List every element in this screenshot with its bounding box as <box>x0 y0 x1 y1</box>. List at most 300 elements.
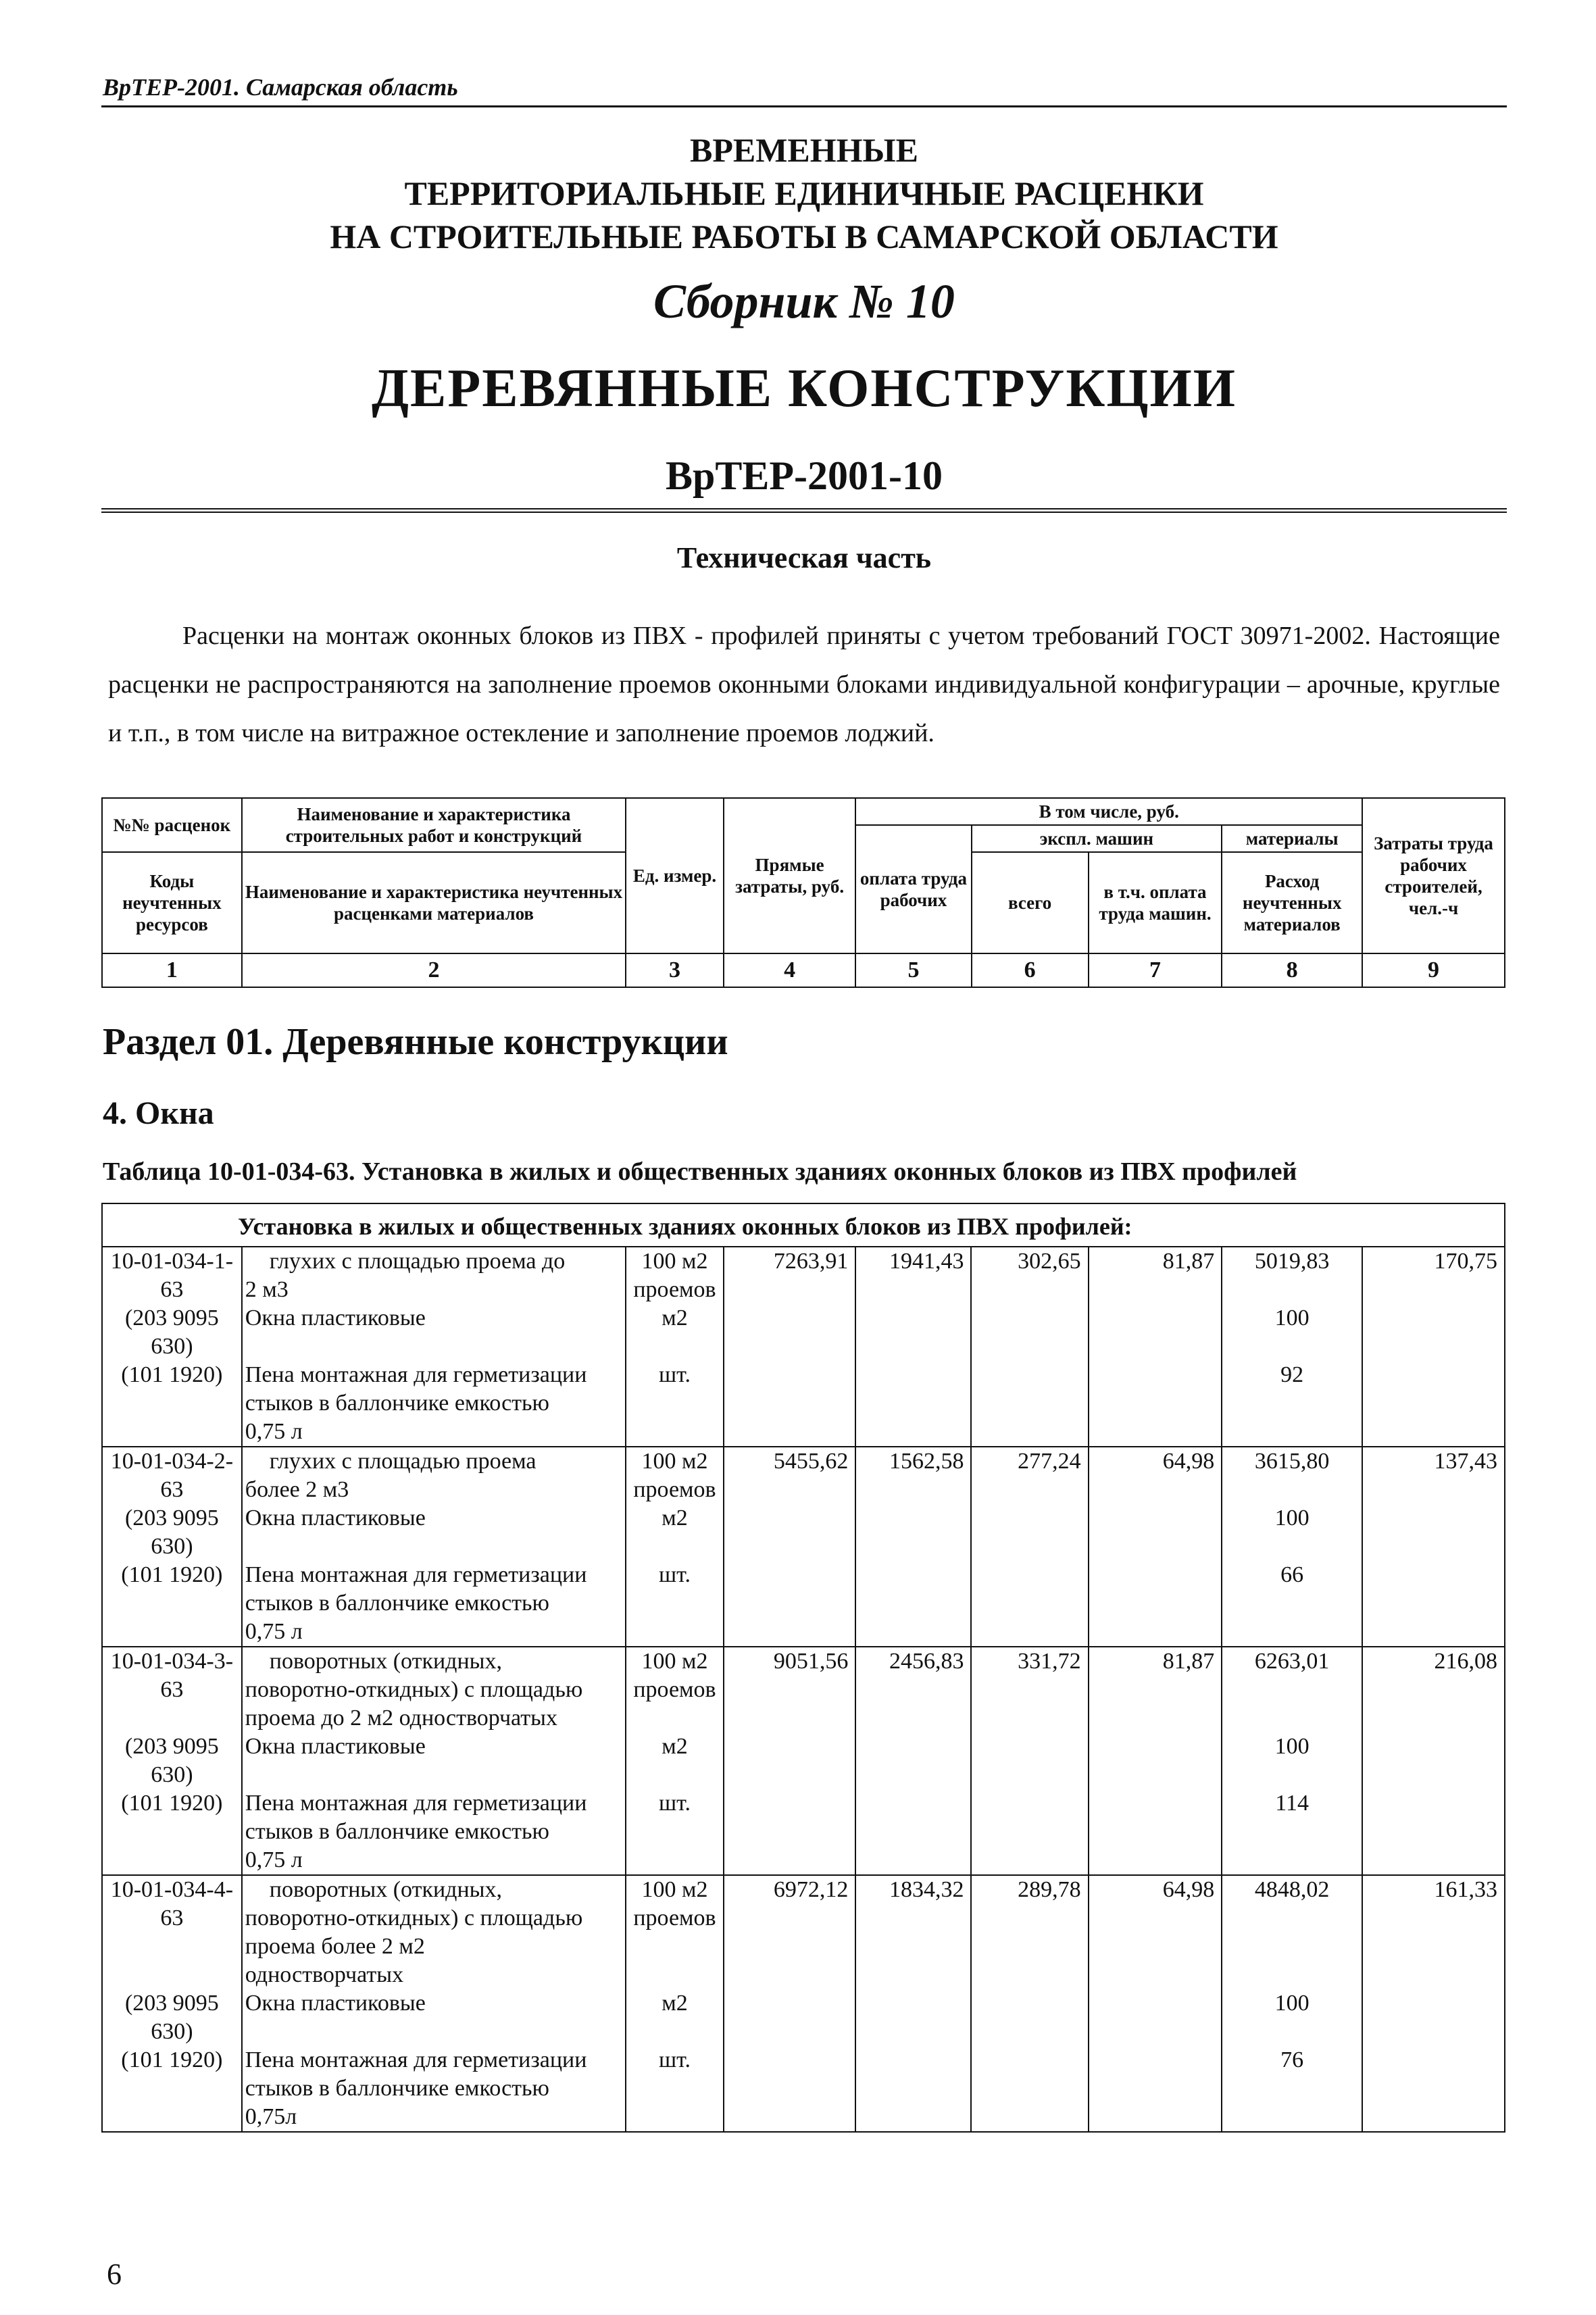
machines-labor: 64,98 <box>1089 1447 1222 1476</box>
empty-cell <box>971 1361 1088 1389</box>
empty-cell <box>1089 1333 1222 1361</box>
empty-cell <box>626 1333 724 1361</box>
empty-cell <box>855 1333 971 1361</box>
rates-table <box>101 1203 1505 2133</box>
empty-cell <box>1222 2103 1362 2132</box>
rate-unit: 100 м2 <box>626 1447 724 1476</box>
labor-hours: 216,08 <box>1362 1647 1505 1676</box>
empty-cell <box>1362 1361 1505 1389</box>
title-line-1: ВРЕМЕННЫЕ <box>689 131 918 169</box>
resource-name-line: стыков в баллончике емкостью <box>242 1818 626 1846</box>
empty-cell <box>971 1561 1088 1589</box>
empty-cell <box>102 2103 242 2132</box>
resource-name-line: стыков в баллончике емкостью <box>242 2074 626 2103</box>
empty-cell <box>1362 1618 1505 1647</box>
empty-cell <box>1089 1361 1222 1389</box>
resource-unit: м2 <box>626 1304 724 1333</box>
empty-cell <box>1089 1618 1222 1647</box>
col-group-including: В том числе, руб. <box>855 798 1362 825</box>
empty-cell <box>1362 1933 1505 1961</box>
resource-name: Пена монтажная для герметизации <box>242 1789 626 1818</box>
empty-cell <box>102 1589 242 1618</box>
resource-name: Окна пластиковые <box>242 1989 626 2018</box>
empty-cell <box>971 1476 1088 1504</box>
empty-cell <box>1362 2018 1505 2046</box>
empty-cell <box>855 1361 971 1389</box>
empty-cell <box>724 1761 856 1789</box>
table-row <box>102 1533 1505 1561</box>
empty-cell <box>1362 1676 1505 1704</box>
empty-cell <box>1362 1504 1505 1533</box>
col-direct-costs: Прямые затраты, руб. <box>724 798 856 953</box>
empty-cell <box>971 1618 1088 1647</box>
empty-cell <box>1222 1418 1362 1447</box>
empty-cell <box>855 1618 971 1647</box>
empty-cell <box>1362 1589 1505 1618</box>
empty-cell <box>724 1676 856 1704</box>
empty-cell <box>1222 1333 1362 1361</box>
empty-cell <box>855 1961 971 1989</box>
table-row <box>102 1733 1505 1761</box>
empty-cell <box>1089 1676 1222 1704</box>
resource-quantity: 100 <box>1222 1989 1362 2018</box>
empty-cell <box>971 2018 1088 2046</box>
empty-cell <box>1222 1818 1362 1846</box>
empty-cell <box>724 2103 856 2132</box>
rate-unit-line: проемов <box>626 1676 724 1704</box>
empty-cell <box>855 1561 971 1589</box>
empty-cell <box>971 2046 1088 2074</box>
rate-name: глухих с площадью проема до <box>242 1247 626 1276</box>
section-title: Раздел 01. Деревянные конструкции <box>103 1021 728 1063</box>
empty-cell <box>724 1818 856 1846</box>
rate-name-line: поворотно-откидных) с площадью <box>242 1676 626 1704</box>
table-row <box>102 1276 1505 1304</box>
empty-cell <box>855 1733 971 1761</box>
empty-cell <box>626 1961 724 1989</box>
empty-cell <box>242 2018 626 2046</box>
resource-name-line: 0,75 л <box>242 1418 626 1447</box>
table-caption: Таблица 10-01-034-63. Установка в жилых и общественных зданиях оконных блоков из ПВХ профилей <box>103 1158 1297 1186</box>
empty-cell <box>855 1389 971 1418</box>
rate-code-suffix: 63 <box>102 1476 242 1504</box>
empty-cell <box>855 1761 971 1789</box>
empty-cell <box>1222 1904 1362 1933</box>
rate-code: 10-01-034-1- <box>102 1247 242 1276</box>
table-row <box>102 1418 1505 1447</box>
col-machines-group: экспл. машин <box>972 825 1222 852</box>
resource-quantity: 100 <box>1222 1733 1362 1761</box>
running-header: ВрТЕР-2001. Самарская область <box>103 74 458 101</box>
resource-name: Пена монтажная для герметизации <box>242 1361 626 1389</box>
empty-cell <box>1362 1904 1505 1933</box>
labor-hours: 170,75 <box>1362 1247 1505 1276</box>
empty-cell <box>1222 1761 1362 1789</box>
empty-cell <box>724 1989 856 2018</box>
page-number: 6 <box>107 2258 122 2291</box>
collection-number: Сборник № 10 <box>653 274 955 328</box>
empty-cell <box>1222 1618 1362 1647</box>
rate-unit-line: проемов <box>626 1904 724 1933</box>
col-work-name: Наименование и характеристика строительных работ и конструкций <box>242 798 626 852</box>
labor-pay: 1834,32 <box>855 1875 971 1904</box>
resource-code: (203 9095 <box>102 1304 242 1333</box>
empty-cell <box>724 1389 856 1418</box>
empty-cell <box>724 1733 856 1761</box>
rate-name-line: более 2 м3 <box>242 1476 626 1504</box>
table-row <box>102 1618 1505 1647</box>
empty-cell <box>724 1933 856 1961</box>
rate-unit-line: проемов <box>626 1476 724 1504</box>
empty-cell <box>1089 1818 1222 1846</box>
col-number: 5 <box>855 953 971 987</box>
table-row <box>102 1846 1505 1875</box>
empty-cell <box>971 1333 1088 1361</box>
resource-code: (101 1920) <box>102 1789 242 1818</box>
collection-name: ДЕРЕВЯННЫЕ КОНСТРУКЦИИ <box>371 359 1237 418</box>
empty-cell <box>1362 2046 1505 2074</box>
rate-unit-line: проемов <box>626 1276 724 1304</box>
empty-cell <box>1089 1561 1222 1589</box>
table-row <box>102 1504 1505 1533</box>
empty-cell <box>102 1418 242 1447</box>
empty-cell <box>855 1533 971 1561</box>
empty-cell <box>855 1676 971 1704</box>
empty-cell <box>724 1618 856 1647</box>
empty-cell <box>971 1704 1088 1733</box>
table-row <box>102 1647 1505 1676</box>
empty-cell <box>1362 1476 1505 1504</box>
empty-cell <box>724 1904 856 1933</box>
empty-cell <box>1089 1533 1222 1561</box>
resource-name-line: стыков в баллончике емкостью <box>242 1589 626 1618</box>
resource-code: (101 1920) <box>102 1561 242 1589</box>
empty-cell <box>1089 2018 1222 2046</box>
col-material-consumption: Расход неучтенных материалов <box>1222 852 1362 953</box>
rate-code-suffix: 63 <box>102 1904 242 1933</box>
table-row <box>102 1447 1505 1476</box>
empty-cell <box>855 1846 971 1875</box>
empty-cell <box>1222 1589 1362 1618</box>
empty-cell <box>626 1418 724 1447</box>
empty-cell <box>1089 1504 1222 1533</box>
empty-cell <box>855 1276 971 1304</box>
empty-cell <box>1089 1933 1222 1961</box>
empty-cell <box>724 1789 856 1818</box>
empty-cell <box>626 1704 724 1733</box>
empty-cell <box>971 1418 1088 1447</box>
resource-name: Окна пластиковые <box>242 1504 626 1533</box>
table-row <box>102 1875 1505 1904</box>
empty-cell <box>102 1933 242 1961</box>
rate-name: поворотных (откидных, <box>242 1875 626 1904</box>
col-number: 3 <box>626 953 724 987</box>
empty-cell <box>1089 1304 1222 1333</box>
empty-cell <box>855 1504 971 1533</box>
col-unit: Ед. измер. <box>626 798 724 953</box>
empty-cell <box>1222 1846 1362 1875</box>
empty-cell <box>971 2074 1088 2103</box>
empty-cell <box>626 1389 724 1418</box>
table-row <box>102 1789 1505 1818</box>
empty-cell <box>102 1618 242 1647</box>
labor-hours: 137,43 <box>1362 1447 1505 1476</box>
empty-cell <box>724 2046 856 2074</box>
col-number: 1 <box>102 953 242 987</box>
table-row <box>102 2046 1505 2074</box>
empty-cell <box>1362 1704 1505 1733</box>
empty-cell <box>971 1304 1088 1333</box>
empty-cell <box>1089 2103 1222 2132</box>
empty-cell <box>971 1904 1088 1933</box>
resource-code: (203 9095 <box>102 1733 242 1761</box>
col-material-name: Наименование и характеристика неучтенных расценками материалов <box>242 852 626 953</box>
empty-cell <box>626 1589 724 1618</box>
table-row <box>102 1561 1505 1589</box>
column-header-table <box>101 797 1505 988</box>
resource-name: Пена монтажная для герметизации <box>242 1561 626 1589</box>
resource-name: Окна пластиковые <box>242 1733 626 1761</box>
rate-name-line: проема до 2 м2 одностворчатых <box>242 1704 626 1733</box>
empty-cell <box>102 1846 242 1875</box>
table-row <box>102 1333 1505 1361</box>
empty-cell <box>855 2103 971 2132</box>
col-materials-group: материалы <box>1222 825 1362 852</box>
resource-quantity: 100 <box>1222 1304 1362 1333</box>
materials-cost: 4848,02 <box>1222 1875 1362 1904</box>
empty-cell <box>724 1418 856 1447</box>
empty-cell <box>1362 1418 1505 1447</box>
technical-part-text <box>108 612 1500 757</box>
empty-cell <box>242 1761 626 1789</box>
empty-cell <box>242 1533 626 1561</box>
table-row <box>102 1904 1505 1933</box>
resource-quantity: 114 <box>1222 1789 1362 1818</box>
resource-code: (101 1920) <box>102 1361 242 1389</box>
empty-cell <box>855 1589 971 1618</box>
table-row <box>102 1476 1505 1504</box>
empty-cell <box>1089 1761 1222 1789</box>
col-machines-labor: в т.ч. оплата труда машин. <box>1089 852 1222 953</box>
empty-cell <box>1222 1533 1362 1561</box>
rate-name-line: проема более 2 м2 <box>242 1933 626 1961</box>
empty-cell <box>724 1704 856 1733</box>
empty-cell <box>724 1276 856 1304</box>
empty-cell <box>1362 1333 1505 1361</box>
empty-cell <box>855 1789 971 1818</box>
machines-labor: 81,87 <box>1089 1247 1222 1276</box>
empty-cell <box>626 2074 724 2103</box>
empty-cell <box>102 1704 242 1733</box>
resource-unit: м2 <box>626 1504 724 1533</box>
empty-cell <box>1362 1961 1505 1989</box>
empty-cell <box>1222 1276 1362 1304</box>
rate-code: 10-01-034-4- <box>102 1875 242 1904</box>
labor-pay: 1562,58 <box>855 1447 971 1476</box>
empty-cell <box>855 2074 971 2103</box>
empty-cell <box>1222 1389 1362 1418</box>
empty-cell <box>724 1589 856 1618</box>
empty-cell <box>1089 1733 1222 1761</box>
empty-cell <box>626 1761 724 1789</box>
empty-cell <box>242 1333 626 1361</box>
empty-cell <box>1089 1704 1222 1733</box>
resource-unit: шт. <box>626 1361 724 1389</box>
labor-pay: 1941,43 <box>855 1247 971 1276</box>
empty-cell <box>971 1533 1088 1561</box>
resource-unit: шт. <box>626 1561 724 1589</box>
table-row <box>102 1676 1505 1704</box>
resource-unit: м2 <box>626 1989 724 2018</box>
machines-total: 289,78 <box>971 1875 1088 1904</box>
rate-code: 10-01-034-3- <box>102 1647 242 1676</box>
empty-cell <box>1222 1476 1362 1504</box>
col-number: 8 <box>1222 953 1362 987</box>
empty-cell <box>724 1333 856 1361</box>
title-line-3: НА СТРОИТЕЛЬНЫЕ РАБОТЫ В САМАРСКОЙ ОБЛАСТИ <box>330 218 1278 255</box>
empty-cell <box>971 1733 1088 1761</box>
empty-cell <box>1362 2103 1505 2132</box>
empty-cell <box>855 1904 971 1933</box>
empty-cell <box>971 2103 1088 2132</box>
empty-cell <box>855 1418 971 1447</box>
empty-cell <box>971 1846 1088 1875</box>
group-header: Установка в жилых и общественных зданиях оконных блоков из ПВХ профилей: <box>102 1203 1505 1247</box>
empty-cell <box>971 1961 1088 1989</box>
empty-cell <box>855 1704 971 1733</box>
empty-cell <box>1222 1704 1362 1733</box>
empty-cell <box>971 1589 1088 1618</box>
empty-cell <box>1222 1961 1362 1989</box>
empty-cell <box>1089 1989 1222 2018</box>
table-row <box>102 2103 1505 2132</box>
empty-cell <box>855 1304 971 1333</box>
empty-cell <box>1089 1589 1222 1618</box>
col-rate-numbers: №№ расценок <box>102 798 242 852</box>
empty-cell <box>724 1846 856 1875</box>
empty-cell <box>1362 1389 1505 1418</box>
empty-cell <box>626 1533 724 1561</box>
empty-cell <box>724 1304 856 1333</box>
empty-cell <box>1362 1561 1505 1589</box>
empty-cell <box>971 1276 1088 1304</box>
direct-costs: 7263,91 <box>724 1247 856 1276</box>
machines-total: 302,65 <box>971 1247 1088 1276</box>
table-row <box>102 1761 1505 1789</box>
resource-unit: шт. <box>626 2046 724 2074</box>
table-row <box>102 1989 1505 2018</box>
resource-name-line: 0,75л <box>242 2103 626 2132</box>
empty-cell <box>855 1476 971 1504</box>
empty-cell <box>724 1961 856 1989</box>
machines-total: 277,24 <box>971 1447 1088 1476</box>
empty-cell <box>855 1933 971 1961</box>
empty-cell <box>1222 2018 1362 2046</box>
resource-code: (203 9095 <box>102 1504 242 1533</box>
table-row <box>102 1589 1505 1618</box>
empty-cell <box>724 1561 856 1589</box>
col-labor-hours: Затраты труда рабочих строителей, чел.-ч <box>1362 798 1505 953</box>
technical-part-paragraph: Расценки на монтаж оконных блоков из ПВХ - профилей приняты с учетом требований ГОСТ 30971-2002. Настоящие расценки не распространяются на заполнение проемов оконными блоками индивидуальной конфигурации – арочные, круглые и т.п., в том числе на витражное остекление и заполнение проемов лоджий. <box>108 622 1500 747</box>
empty-cell <box>724 1533 856 1561</box>
empty-cell <box>724 1476 856 1504</box>
empty-cell <box>626 2103 724 2132</box>
labor-hours: 161,33 <box>1362 1875 1505 1904</box>
empty-cell <box>971 1504 1088 1533</box>
resource-code-suffix: 630) <box>102 2018 242 2046</box>
resource-name: Пена монтажная для герметизации <box>242 2046 626 2074</box>
empty-cell <box>971 1789 1088 1818</box>
empty-cell <box>1362 1533 1505 1561</box>
col-resource-codes: Коды неучтенных ресурсов <box>102 852 242 953</box>
resource-code: (203 9095 <box>102 1989 242 2018</box>
table-row <box>102 1304 1505 1333</box>
empty-cell <box>1222 1676 1362 1704</box>
rate-name-line: 2 м3 <box>242 1276 626 1304</box>
title-line-2: ТЕРРИТОРИАЛЬНЫЕ ЕДИНИЧНЫЕ РАСЦЕНКИ <box>404 174 1204 212</box>
col-labor-pay: оплата труда рабочих <box>855 825 971 953</box>
materials-cost: 6263,01 <box>1222 1647 1362 1676</box>
empty-cell <box>626 1818 724 1846</box>
labor-pay: 2456,83 <box>855 1647 971 1676</box>
empty-cell <box>855 1818 971 1846</box>
empty-cell <box>1089 1476 1222 1504</box>
subsection-title: 4. Окна <box>103 1095 214 1131</box>
empty-cell <box>1089 1276 1222 1304</box>
empty-cell <box>1362 1989 1505 2018</box>
resource-code: (101 1920) <box>102 2046 242 2074</box>
table-row <box>102 2018 1505 2046</box>
rate-code: 10-01-034-2- <box>102 1447 242 1476</box>
document-title <box>101 128 1507 258</box>
resource-name-line: 0,75 л <box>242 1618 626 1647</box>
empty-cell <box>102 1389 242 1418</box>
resource-unit: шт. <box>626 1789 724 1818</box>
empty-cell <box>1089 1789 1222 1818</box>
empty-cell <box>626 1933 724 1961</box>
rate-name-line: поворотно-откидных) с площадью <box>242 1904 626 1933</box>
empty-cell <box>102 1818 242 1846</box>
empty-cell <box>1089 2074 1222 2103</box>
resource-quantity: 76 <box>1222 2046 1362 2074</box>
rate-name: глухих с площадью проема <box>242 1447 626 1476</box>
col-number: 6 <box>972 953 1089 987</box>
rate-unit: 100 м2 <box>626 1247 724 1276</box>
machines-labor: 81,87 <box>1089 1647 1222 1676</box>
technical-part-heading: Техническая часть <box>676 541 932 574</box>
table-row <box>102 1818 1505 1846</box>
table-row <box>102 2074 1505 2103</box>
direct-costs: 6972,12 <box>724 1875 856 1904</box>
empty-cell <box>971 1818 1088 1846</box>
resource-code-suffix: 630) <box>102 1761 242 1789</box>
table-row <box>102 1961 1505 1989</box>
resource-unit: м2 <box>626 1733 724 1761</box>
rate-unit: 100 м2 <box>626 1875 724 1904</box>
empty-cell <box>1222 1933 1362 1961</box>
empty-cell <box>971 1761 1088 1789</box>
table-row <box>102 1704 1505 1733</box>
table-row <box>102 1933 1505 1961</box>
collection-code: ВрТЕР-2001-10 <box>665 453 943 498</box>
empty-cell <box>724 1504 856 1533</box>
empty-cell <box>1362 1304 1505 1333</box>
rate-code-suffix: 63 <box>102 1276 242 1304</box>
col-number: 9 <box>1362 953 1505 987</box>
empty-cell <box>1362 2074 1505 2103</box>
empty-cell <box>626 1846 724 1875</box>
empty-cell <box>102 2074 242 2103</box>
